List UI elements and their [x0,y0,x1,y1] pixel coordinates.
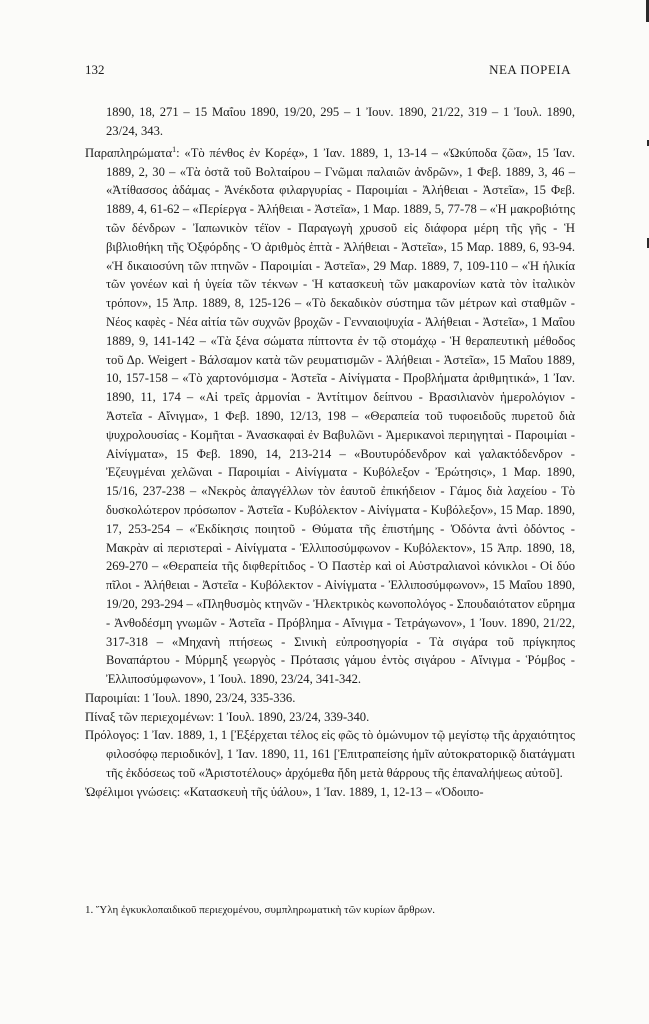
index-entry-continuation [85,103,575,141]
entry-text: : «Κατασκευὴ τῆς ὑάλου», 1 Ἰαν. 1889, 1, 12-13 – «Ὁδοιπο- [176,784,484,799]
entry-text: : 1 Ἰουλ. 1890, 23/24, 335-336. [136,690,296,705]
running-title: ΝΕΑ ΠΟΡΕΙΑ [489,62,571,77]
entry-term: Παραπληρώματα [85,145,173,160]
entry-text: : 1 Ἰαν. 1889, 1, 1 [Ἐξέρχεται τέλος εἰς φῶς τὸ ὁμώνυμον τῷ μεγίστῳ τῆς ἀρχαιότητος φιλοσόφῳ περιοδικόν], 1 Ἰαν. 1890, 11, 161 [Ἐπιτραπείσης ἡμῖν αὐτοκρατορικῷ διατάγματι τῆς ἐκδόσεως τοῦ «Ἀριστοτέλους» ἀρχόμεθα ἤδη μετὰ θάρρους τῆς ἐπαναλήψεως αὐτοῦ]. [106,728,575,781]
page-header [85,62,571,80]
index-entry-pinax [85,708,575,727]
index-entry-prologos [85,726,575,782]
footnote-marker: 1. [85,904,94,916]
entry-text: 1890, 18, 271 – 15 Μαΐου 1890, 19/20, 295 – 1 Ἰουν. 1890, 21/22, 319 – 1 Ἰουλ. 1890, 23/24, 343. [106,105,575,138]
entry-term: Παροιμίαι [85,690,137,705]
footnote-text: Ὕλη ἐγκυκλοπαιδικοῦ περιεχομένου, συμπληρωματικὴ τῶν κυρίων ἄρθρων. [96,904,435,916]
page-number: 132 [85,62,105,77]
index-entry-parapliromata [85,141,575,689]
index-entry-ofelimoi [85,783,575,802]
footnote [85,903,575,918]
entry-term: Ὠφέλιμοι γνώσεις [85,784,177,799]
entry-text: : 1 Ἰουλ. 1890, 23/24, 339-340. [210,709,370,724]
entry-term: Πίναξ τῶν περιεχομένων [85,709,211,724]
index-body [85,103,575,802]
entry-text: : «Τὸ πένθος ἐν Κορέᾳ», 1 Ἰαν. 1889, 1, 13-14 – «Ὠκύποδα ζῶα», 15 Ἰαν. 1889, 2, 30 – «Τὰ ὀστᾶ τοῦ Βολταίρου – Γνῶμαι παλαιῶν ἀνδρῶν», 1 Φεβ. 1889, 3, 46 – «Ἀτίθασσος ἀδάμας - Ἀνέκδοτα φιλαργυρίας - Παροιμίαι - Ἀλήθειαι - Ἀστεῖα», 15 Φεβ. 1889, 4, 61-62 – «Περίεργα - Ἀλήθειαι - Ἀστεῖα», 1 Μαρ. 1889, 5, 77-78 – «Ἡ μακροβιότης τῶν δένδρων - Ἰαπωνικὸν τέϊον - Παραγωγὴ χρυσοῦ εἰς διάφορα μέρη τῆς γῆς - Ἡ βιβλιοθήκη τῆς Ὀξφόρδης - Ὁ ἀριθμὸς ἑπτὰ - Ἀλήθειαι - Ἀστεῖα», 15 Μαρ. 1889, 6, 93-94. «Ἡ δικαιοσύνη τῶν πτηνῶν - Παροιμίαι - Ἀστεῖα», 29 Μαρ. 1889, 7, 109-110 – «Ἡ ἡλικία τῶν γονέων καὶ ἡ ὑγεία τῶν τέκνων - Ἡ κατασκευὴ τῶν μακαρονίων κατὰ τὸν ἰταλικὸν τρόπον», 15 Ἀπρ. 1889, 8, 125-126 – «Τὸ δεκαδικὸν σύστημα τῶν μέτρων καὶ σταθμῶν - Νέος καφὲς - Νέα αἰτία τῶν συχνῶν βροχῶν - Γενναιοψυχία - Ἀλήθειαι - Ἀστεῖα», 1 Μαΐου 1889, 9, 141-142 – «Τὰ ξένα σώματα πίπτοντα ἐν τῷ στομάχῳ - Ἡ θεραπευτικὴ μέθοδος τοῦ Δρ. Weigert - Βάλσαμον κατὰ τῶν ρευματισμῶν - Ἀλήθειαι - Ἀστεῖα», 15 Μαΐου 1889, 10, 157-158 – «Τὸ χαρτονόμισμα - Ἀστεῖα - Αἰνίγματα - Προβλήματα ἀριθμητικά», 1 Ἰαν. 1890, 11, 174 – «Αἱ τρεῖς ἁρμονίαι - Ἀντίτιμον δείπνου - Βρασιλιανὸν ἡμερολόγιον - Ἀστεῖα - Αἴνιγμα», 1 Φεβ. 1890, 12/13, 198 – «Θεραπεία τοῦ τυφοειδοῦς πυρετοῦ διὰ ψυχρολουσίας - Κομῆται - Ἀνασκαφαὶ ἐν Βαβυλῶνι - Ἀμερικανοὶ περιηγηταὶ - Παροιμίαι - Αἰνίγματα», 15 Φεβ. 1890, 14, 213-214 – «Βουτυρόδενδρον καὶ γαλακτόδενδρον - Ἐζευγμέναι χελῶναι - Παροιμίαι - Αἰνίγματα - Κυβόλεξον - Ἐρώτησις», 1 Μαρ. 1890, 15/16, 237-238 – «Νεκρὸς ἀπαγγέλλων τὸν ἑαυτοῦ ἐπικήδειον - Γάμος διὰ λαχείου - Τὸ δυσκολώτερον πρόσωπον - Ἀστεῖα - Κυβόλεκτον - Αἰνίγματα - Κυβόλεξον», 15 Μαρ. 1890, 17, 253-254 – «Ἐκδίκησις ποιητοῦ - Θύματα τῆς ἐπιστήμης - Ὀδόντα ἀντὶ ὀδόντος - Μακρὰν αἱ περιστεραὶ - Αἰνίγματα - Ἐλλιποσύμφωνον - Κυβόλεκτον», 15 Ἀπρ. 1890, 18, 269-270 – «Θεραπεία τῆς διφθερίτιδος - Ὁ Παστὲρ καὶ οἱ Αὐστραλιανοὶ κόνικλοι - Οἱ δύο πῖλοι - Ἀλήθειαι - Ἀστεῖα - Κυβόλεκτον - Αἰνίγματα - Ἐλλιποσύμφωνον», 15 Μαΐου 1890, 19/20, 293-294 – «Πληθυσμὸς κτηνῶν - Ἠλεκτρικὸς κωνοπολόγος - Σπουδαιότατον εὕρημα - Ἀνθοδέσμη γνωμῶν - Ἀστεῖα - Πρόβλημα - Αἴνιγμα - Τετράγωνον», 1 Ἰουν. 1890, 21/22, 317-318 – «Μηχανὴ πτήσεως - Σινικὴ εὐπροσηγορία - Τὰ σιγάρα τοῦ πρίγκηπος Βοναπάρτου - Μύρμηξ γεωργὸς - Πρότασις γάμου ἐντὸς σιγάρου - Αἴνιγμα - Ῥόμβος - Ἐλλιποσύμφωνον», 1 Ἰουλ. 1890, 23/24, 341-342. [106,145,575,687]
index-entry-paroimiai [85,689,575,708]
footnote-ref: 1 [172,144,177,154]
entry-term: Πρόλογος [85,728,136,743]
